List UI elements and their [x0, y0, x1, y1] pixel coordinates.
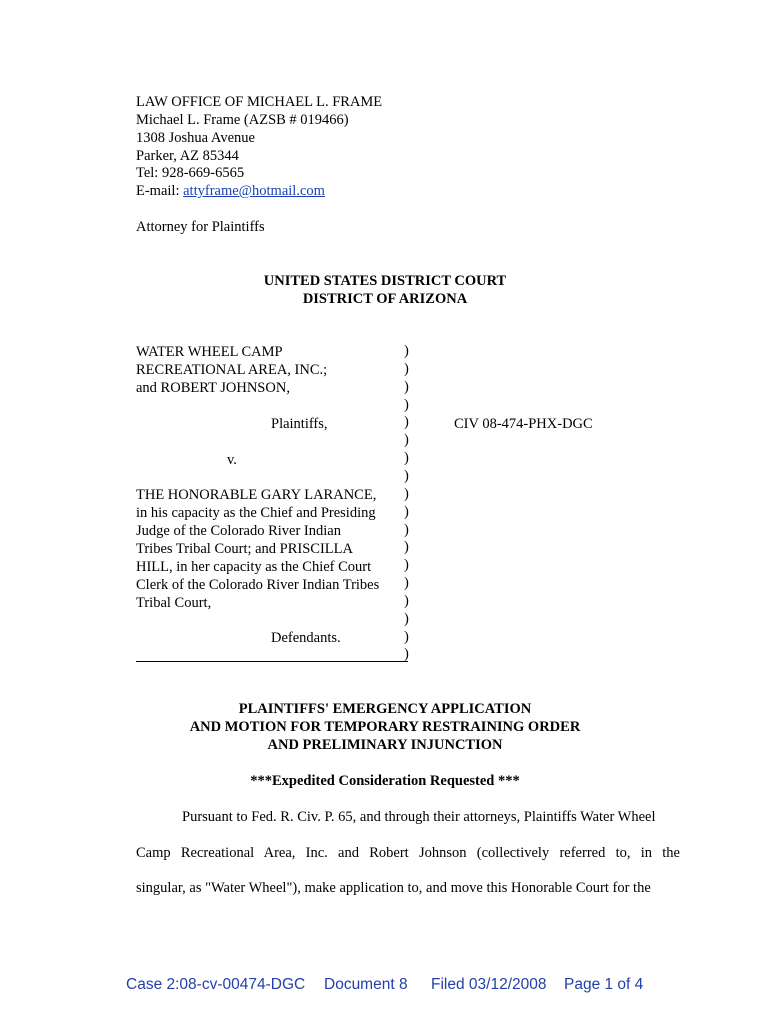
court-name: UNITED STATES DISTRICT COURT — [263, 273, 507, 289]
footer-page: Page 1 of 4 — [564, 976, 644, 993]
caption-parenthesis: ) — [404, 414, 409, 431]
footer-case-number: Case 2:08-cv-00474-DGC — [126, 976, 306, 993]
body-line-2: Camp Recreational Area, Inc. and Robert Johnson (collectively referred to, in the — [136, 845, 680, 861]
defendant-line: Clerk of the Colorado River Indian Tribes — [136, 577, 380, 593]
address-line-2: Parker, AZ 85344 — [136, 148, 239, 164]
plaintiff-line: and ROBERT JOHNSON, — [136, 380, 290, 396]
case-number: CIV 08-474-PHX-DGC — [454, 416, 593, 432]
caption-parenthesis: ) — [404, 432, 409, 449]
caption-parenthesis: ) — [404, 610, 409, 627]
email-line — [136, 182, 325, 200]
caption-parenthesis: ) — [404, 628, 409, 645]
footer-document: Document 8 — [324, 976, 408, 993]
defendant-line: Tribal Court, — [136, 595, 212, 611]
caption-parenthesis: ) — [404, 539, 409, 556]
court-district: DISTRICT OF ARIZONA — [302, 291, 468, 307]
plaintiffs-label: Plaintiffs, — [271, 416, 328, 432]
body-line-3: singular, as "Water Wheel"), make application to, and move this Honorable Court for the — [136, 880, 651, 896]
defendant-line: in his capacity as the Chief and Presiding — [136, 505, 376, 521]
caption-parenthesis: ) — [404, 592, 409, 609]
caption-parenthesis: ) — [404, 557, 409, 574]
defendant-line: HILL, in her capacity as the Chief Court — [136, 559, 372, 575]
caption-parenthesis: ) — [404, 485, 409, 502]
defendant-line: Judge of the Colorado River Indian — [136, 523, 341, 539]
caption-parenthesis: ) — [404, 450, 409, 467]
address-line-1: 1308 Joshua Avenue — [136, 130, 255, 146]
defendants-label: Defendants. — [271, 630, 341, 646]
motion-title-line-1: PLAINTIFFS' EMERGENCY APPLICATION — [238, 701, 532, 717]
caption-parenthesis: ) — [404, 378, 409, 395]
caption-parenthesis: ) — [404, 503, 409, 520]
attorney-name: Michael L. Frame (AZSB # 019466) — [136, 112, 349, 128]
caption-parenthesis: ) — [404, 343, 409, 359]
attorney-for: Attorney for Plaintiffs — [136, 219, 265, 235]
caption-parenthesis: ) — [404, 360, 409, 377]
caption-parenthesis: ) — [404, 521, 409, 538]
caption-underline — [136, 661, 408, 662]
defendant-line: Tribes Tribal Court; and PRISCILLA — [136, 541, 353, 557]
plaintiff-line: WATER WHEEL CAMP — [136, 344, 283, 360]
email-label: E-mail: — [136, 183, 184, 199]
firm-name: LAW OFFICE OF MICHAEL L. FRAME — [136, 94, 383, 110]
defendant-line: THE HONORABLE GARY LARANCE, — [136, 487, 377, 503]
motion-title-line-2: AND MOTION FOR TEMPORARY RESTRAINING ORDER — [189, 719, 581, 735]
body-line-1: Pursuant to Fed. R. Civ. P. 65, and through their attorneys, Plaintiffs Water Wheel — [182, 809, 656, 825]
caption-parenthesis: ) — [404, 575, 409, 592]
expedited-notice: ***Expedited Consideration Requested *** — [250, 773, 520, 789]
caption-parenthesis: ) — [404, 467, 409, 484]
footer-filed-date: Filed 03/12/2008 — [431, 976, 547, 993]
plaintiff-line: RECREATIONAL AREA, INC.; — [136, 362, 328, 378]
caption-parenthesis: ) — [404, 396, 409, 413]
telephone: Tel: 928-669-6565 — [136, 165, 245, 181]
versus: v. — [227, 452, 237, 468]
motion-title-line-3: AND PRELIMINARY INJUNCTION — [267, 737, 503, 753]
caption-parenthesis: ) — [404, 646, 409, 663]
email-link[interactable]: attyframe@hotmail.com — [183, 183, 325, 199]
